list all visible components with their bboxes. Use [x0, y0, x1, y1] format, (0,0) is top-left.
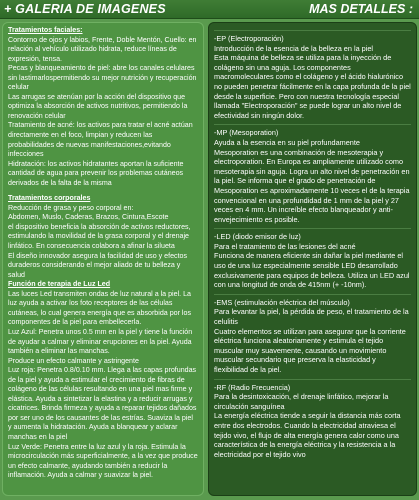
led-item: Las luces Led transmiten ondas de luz natural a la piel. La luz ayuda a activar los foto receptores de las células cutáneas, lo cual genera energía que es absorbida por los componentes de la piel para embellecerla.: [8, 289, 191, 327]
right-panel: [208, 22, 417, 496]
rf-text: Para la desintoxicación, el drenaje linfático, mejorar la circulación sanguínea: [214, 392, 389, 411]
divider: [214, 379, 411, 380]
ems-title: -EMS (estimulación eléctrica del músculo): [214, 297, 350, 307]
left-panel: [2, 22, 204, 496]
mp-text: Ayuda a la esencia en su piel profundamente: [214, 137, 360, 147]
facial-item: Hidratación: los activos hidratantes aportan la suficiente cantidad de agua para prevenir los problemas cutáneos derivados de la falta de la misma: [8, 159, 184, 187]
rf-title: -RF (Radio Frecuencia): [214, 382, 291, 392]
led-item: Produce un efecto calmante y astringente: [8, 356, 139, 365]
led-text: Funciona de manera eficiente sin dañar la piel mediante el uso de una luz especialmente sensible LED desarrollado exclusivamente para equipos de belleza. Utiliza un LED azul con una longitud de onda de 415nm (+ -10nm).: [214, 251, 410, 290]
led-item: Luz Azul: Penetra unos 0.5 mm en la piel y tiene la función de ayudar a calmar y eliminar erupciones en la piel. Ayuda también a eliminar las manchas.: [8, 327, 193, 356]
ep-text: Introducción de la esencia de la belleza en la piel: [214, 43, 374, 53]
facial-item: Contorno de ojos y labios, Frente, Doble Mentón, Cuello: en relación al vehículo utilizado hidrata, reduce líneas de expresión, tensa.: [8, 35, 197, 63]
body-item: el dispositivo beneficia la absorción de activos reductores, estimulando la movilidad de la grasa corporal y el drenaje linfático. En consecuencia colabora a afinar la silueta: [8, 222, 191, 251]
facial-item: Las arrugas se atenúan por la acción del dispositivo que optimiza la absorción de activos nutritivos, permitiendo la renovación celular: [8, 92, 188, 120]
led-item: Luz Verde: Penetra entre la luz azul y la roja. Estimula la microcirculación más superficialmente, a la vez que produce un efecto calmante, ayudando también a reducir la inflamación. Ayuda a calmar y suavizar la piel.: [8, 442, 198, 480]
body-item: El diseño innovador asegura la facilidad de uso y efectos duraderos considerando el mejor aliado de tu belleza y salud: [8, 251, 188, 279]
mp-text: Mesoporation es una combinación de mesoterapia y electroporation. En Europa es ampliamente utilizado como mesoterapia sin aguja. Logra un alto nivel de penetración en la piel. Se informa que el grado de penetración de Mesoporation es aproximadamente 10 veces el de la terapia convencional en una profundidad de 1 mm de la piel y 27 veces en 4 mm. Un increíble efecto blanqueador y anti-envejecimiento es posible.: [214, 147, 410, 224]
facial-heading: Tratamientos faciales:: [8, 26, 83, 34]
gallery-link[interactable]: + GALERIA DE IMAGENES: [4, 2, 166, 16]
divider: [214, 228, 411, 229]
facial-item: Pecas y blanqueamiento de piel: abre los canales celulares sin lastimarlospermitiendo su mejor nutrición y recuperación celular: [8, 64, 197, 92]
divider: [214, 30, 411, 31]
divider: [214, 124, 411, 125]
body-heading: Tratamientos corporales: [8, 194, 91, 203]
ems-text: Para levantar la piel, la pérdida de peso, el tratamiento de la celulitis: [214, 307, 409, 327]
mp-title: -MP (Mesoporation): [214, 128, 279, 138]
led-item: Luz roja: Penetra 0.8/0.10 mm. Llega a las capas profundas de la piel y ayuda a estimular el crecimiento de fibras de colágeno de las células resultando en una piel mas firme y elástica. Ayuda a sintetizar la elastina y a reducir arrugas y cicatrices. Brinda firmeza y ayuda a reparar tejidos dañados por ser uno de los causantes de las estrías. Suaviza la piel y aumenta la hidratación. Ayuda a blanquear y aclarar manchas en la piel: [8, 366, 197, 441]
led-heading: Función de terapia de Luz Led: [8, 280, 111, 289]
led-text: Para el tratamiento de las lesiones del acné: [214, 241, 356, 251]
ep-text: Esta máquina de belleza se utiliza para la inyección de colágeno sin una aguja. Los componentes macromoleculares como el colágeno y el ácido hialurónico no pueden penetrar fácilmente en la capa profunda de la piel desde la superficie. Pero con nuestra tecnología especial llamada "Electroporación" se puede lograr un alto nivel de efectividad sin ningún dolor.: [214, 53, 411, 120]
rf-text: La energía eléctrica tiende a seguir la distancia más corta entre dos electrodos. Cuando la electricidad atraviesa el tejido vivo, el flujo de alta energía genera calor como una característica de la energía eléctrica y la resistencia a la electricidad por el tejido vivo: [214, 411, 401, 459]
facial-item: Tratamiento de acné: los activos para tratar el acné actúan directamente en el foco, limpian y reducen las probabilidades de nuevas manifestaciones,evitando infecciones: [8, 121, 193, 159]
ems-text: Cuatro elementos se utilizan para asegurar que la corriente eléctrica funciona aleatoriamente y estimula el tejido muscular muy suavemente, causando un movimiento muscular secundario que preserva la elasticidad y flexibilidad de la piel.: [214, 326, 406, 374]
divider: [214, 294, 411, 295]
top-bar: [0, 0, 419, 19]
led-title: -LED (diodo emisor de luz): [214, 232, 301, 242]
ep-title: -EP (Electroporación): [214, 34, 284, 43]
body-item: Abdomen, Muslo, Caderas, Brazos, Cintura,Escote: [8, 213, 169, 222]
body-item: Reducción de grasa y peso corporal en:: [8, 203, 134, 212]
more-details-title: MAS DETALLES :: [309, 2, 413, 16]
